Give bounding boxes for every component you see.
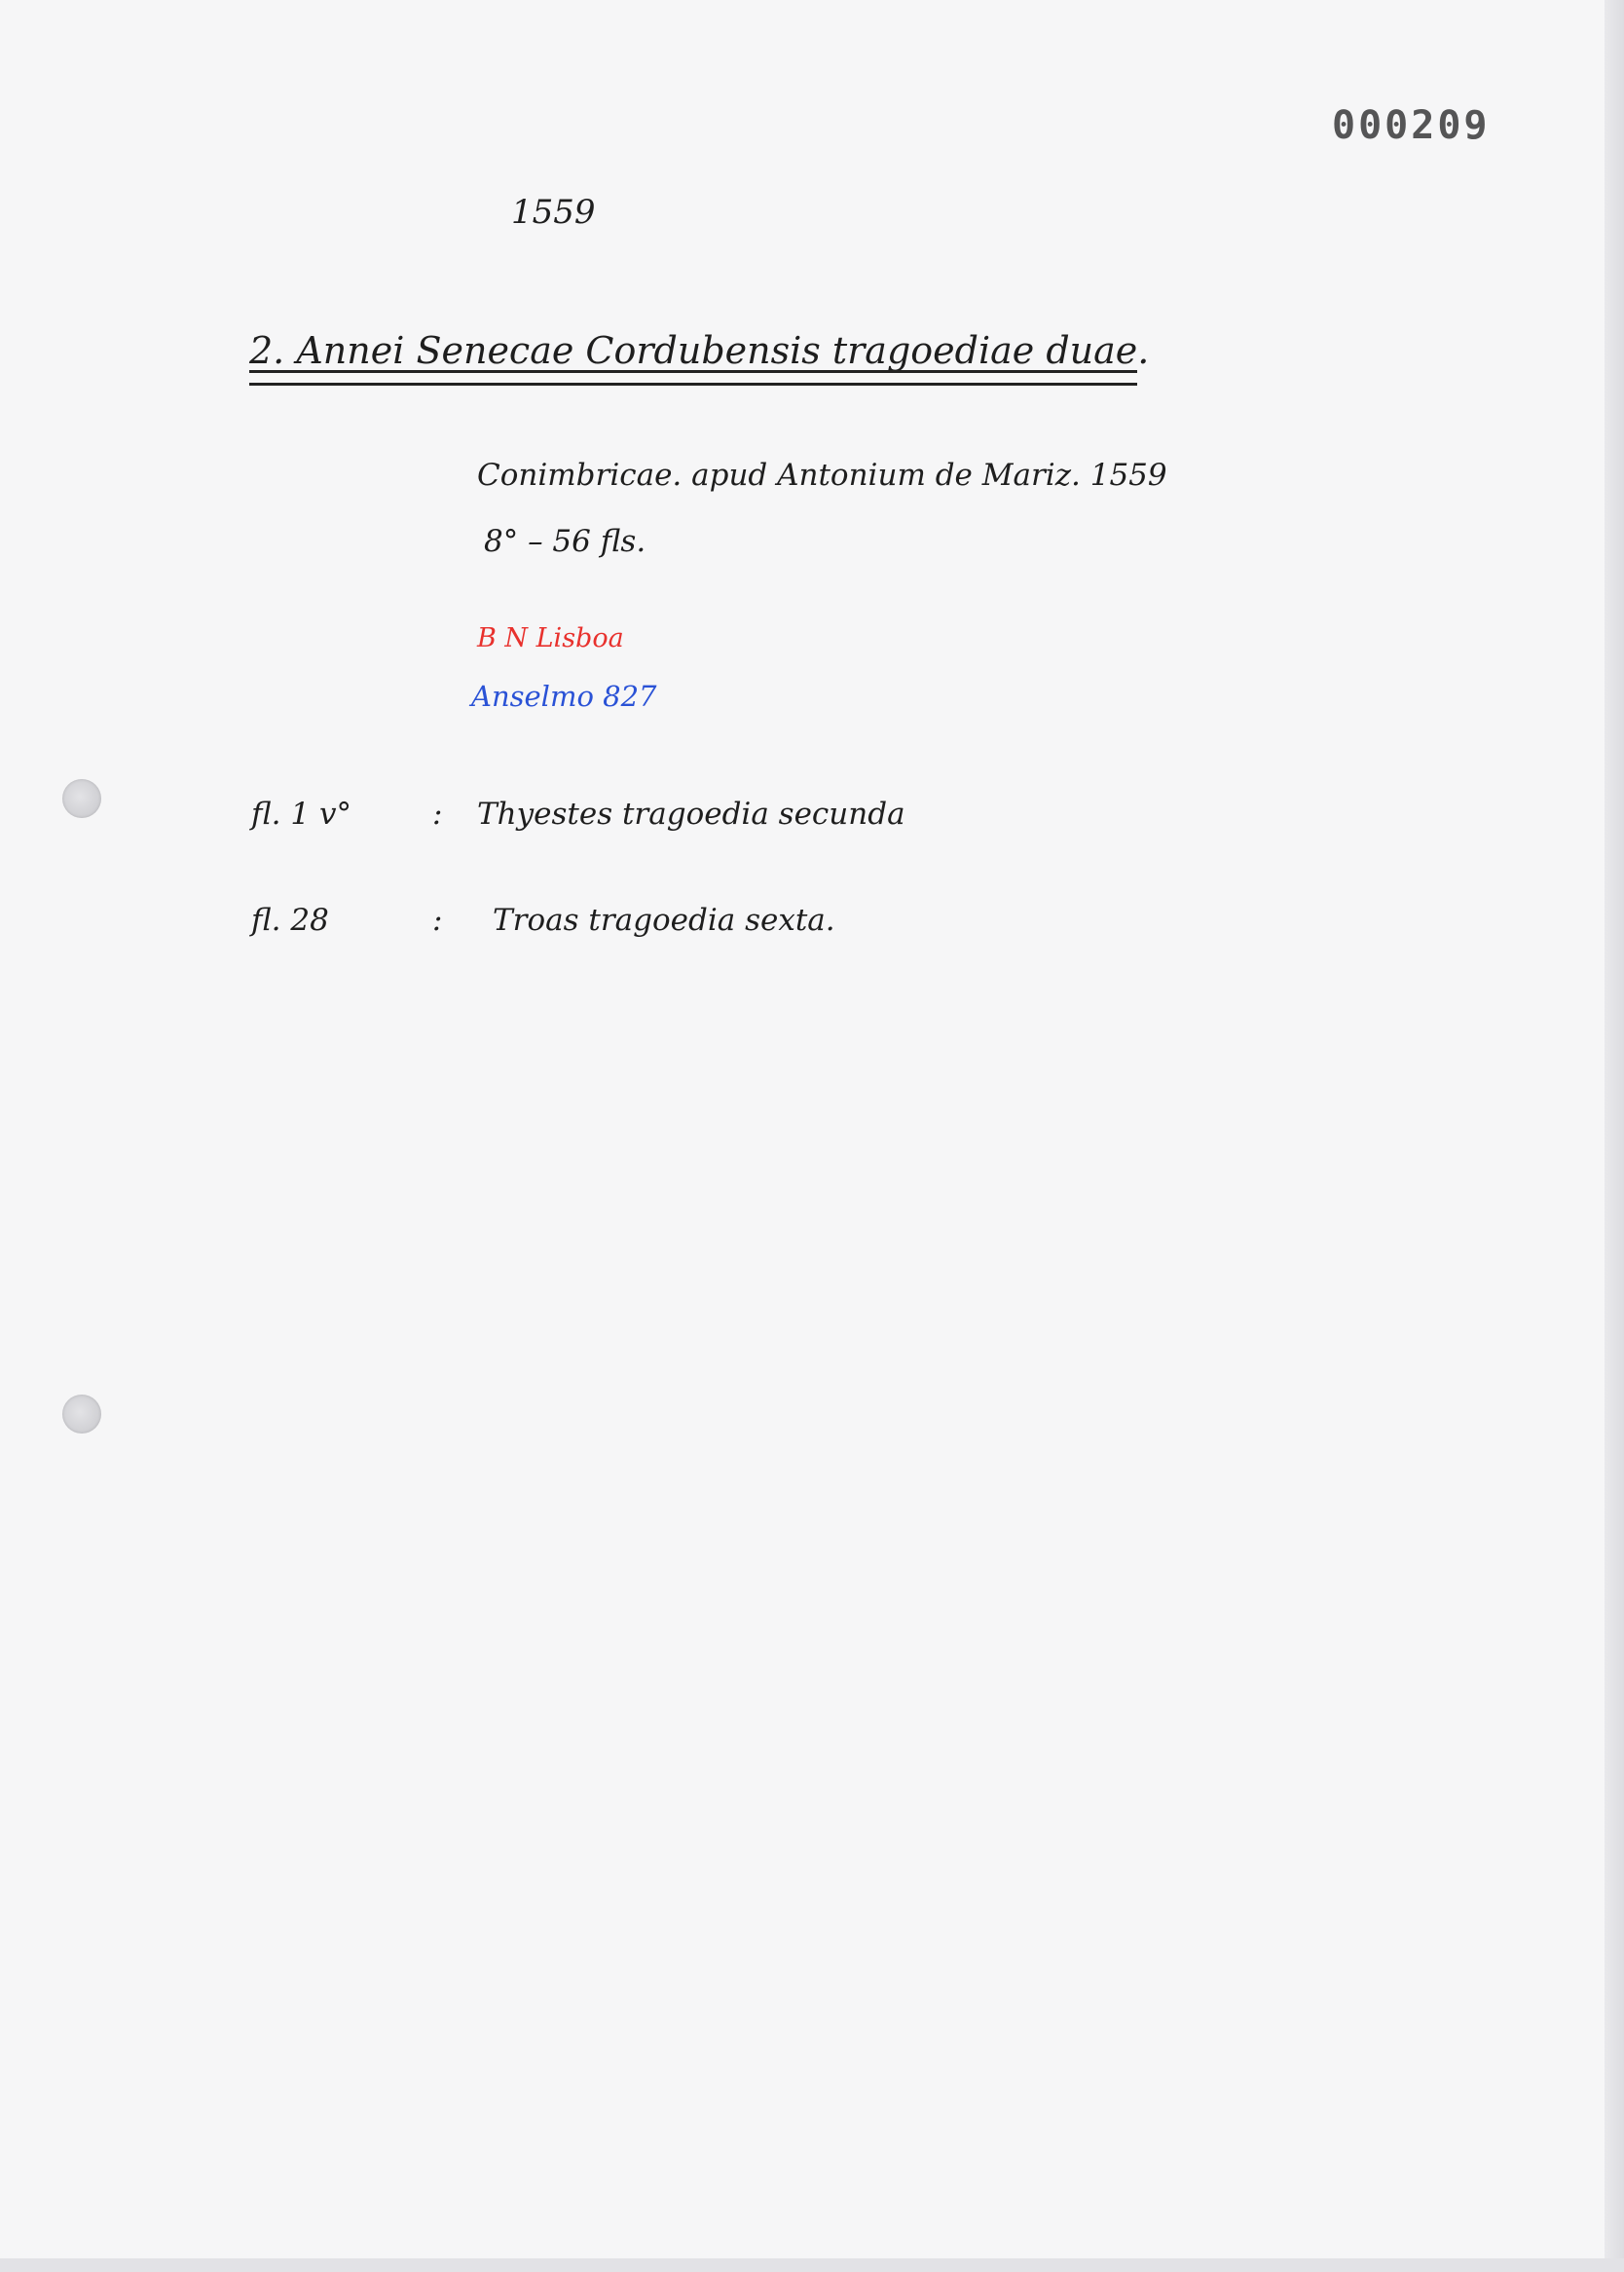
entry-title-text: 2. Annei Senecae Cordubensis tragoediae duae [249, 329, 1138, 372]
holding-shelfmark: Anselmo 827 [471, 680, 657, 713]
contents-text: Thyestes tragoedia secunda [477, 797, 905, 832]
stamp-number: 000209 [1332, 103, 1491, 148]
entry-title [249, 329, 1149, 372]
punch-hole-upper [62, 779, 101, 818]
contents-folio: fl. 1 v° [251, 797, 351, 832]
page-right-edge [1605, 0, 1624, 2272]
contents-folio: fl. 28 [251, 903, 329, 938]
contents-separator: : [432, 903, 443, 938]
page-bottom-edge [0, 2258, 1624, 2272]
punch-hole-lower [62, 1395, 101, 1434]
entry-format: 8° – 56 fls. [484, 524, 646, 559]
holding-library: B N Lisboa [477, 623, 624, 653]
contents-text: Troas tragoedia sexta. [493, 903, 835, 938]
entry-imprint: Conimbricae. apud Antonium de Mariz. 1559 [477, 458, 1167, 493]
entry-title-period: . [1137, 329, 1150, 372]
year-heading: 1559 [511, 193, 596, 232]
contents-separator: : [432, 797, 443, 832]
